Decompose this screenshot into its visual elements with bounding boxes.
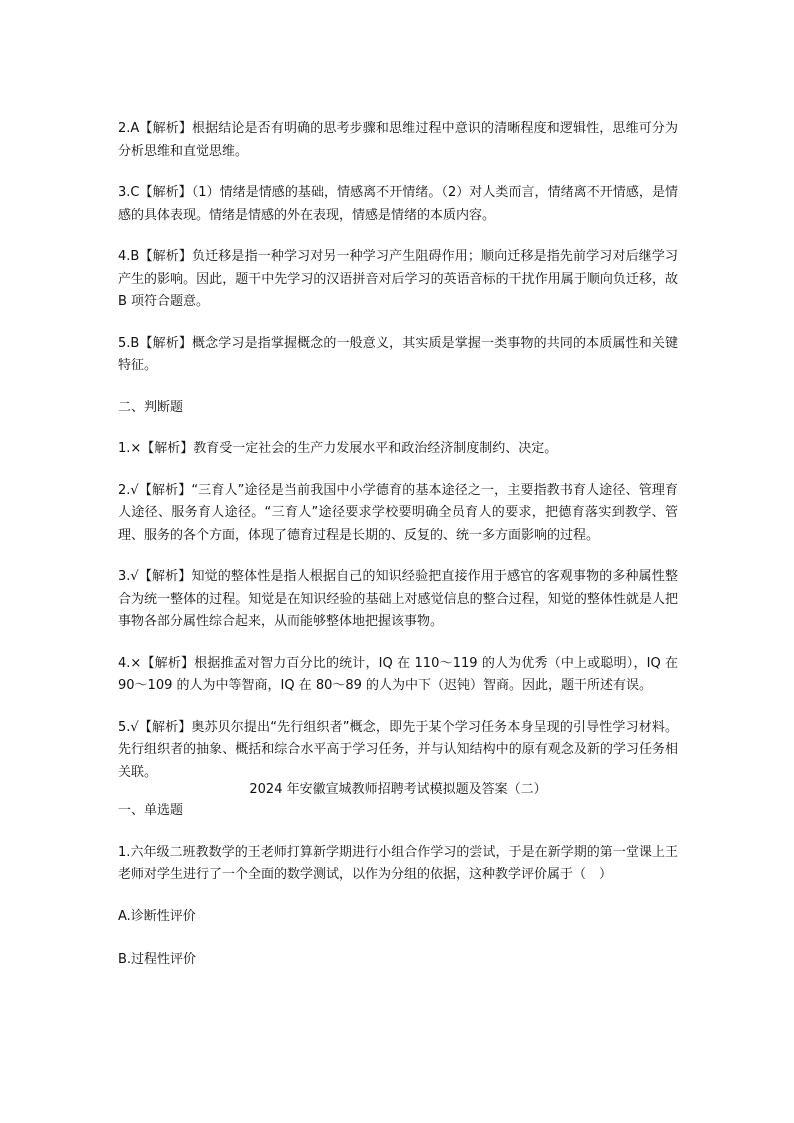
answer-5-b: 5.B【解析】概念学习是指掌握概念的一般意义，其实质是掌握一类事物的共同的本质属性和关键特征。 <box>118 335 678 373</box>
judgment-answer-5: 5.√【解析】奥苏贝尔提出“先行组织者”概念，即先于某个学习任务本身呈现的引导性学习材料。先行组织者的抽象、概括和综合水平高于学习任务，并与认知结构中的原有观念及新的学习任务相关联。 <box>118 719 678 780</box>
exam-title: 2024 年安徽宣城教师招聘考试模拟题及答案（二） <box>249 782 547 797</box>
judgment-answer-3: 3.√【解析】知觉的整体性是指人根据自己的知识经验把直接作用于感官的客观事物的多种属性整合为统一整体的过程。知觉是在知识经验的基础上对感觉信息的整合过程，知觉的整体性就是人把事物各部分属性综合起来，从而能够整体地把握该事物。 <box>118 569 678 629</box>
answer-4-b: 4.B【解析】负迁移是指一种学习对另一种学习产生阻碍作用；顺向迁移是指先前学习对后继学习产生的影响。因此，题干中先学习的汉语拼音对后学习的英语音标的干扰作用属于顺向负迁移，故 B 项符合题意。 <box>118 249 678 309</box>
option-b: B.过程性评价 <box>118 952 197 967</box>
question-1: 1.六年级二班教数学的王老师打算新学期进行小组合作学习的尝试，于是在新学期的第一堂课上王老师对学生进行了一个全面的数学测试，以作为分组的依据，这种教学评价属于（ ） <box>118 844 678 882</box>
judgment-answer-2: 2.√【解析】“三育人”途径是当前我国中小学德育的基本途径之一，主要指教书育人途径、管理育人途径、服务育人途径。“三育人”途径要求学校要明确全员育人的要求，把德育落实到教学、管理、服务的各个方面，体现了德育过程是长期的、反复的、统一多方面影响的过程。 <box>118 482 678 543</box>
judgment-answer-4: 4.×【解析】根据推孟对智力百分比的统计，IQ 在 110～119 的人为优秀（中上或聪明），IQ 在 90～109 的人为中等智商，IQ 在 80～89 的人为中下（迟钝）智商。因此，题干所述有误。 <box>118 655 678 693</box>
option-a: A.诊断性评价 <box>118 908 196 924</box>
answer-2-a: 2.A【解析】根据结论是否有明确的思考步骤和思维过程中意识的清晰程度和逻辑性，思维可分为分析思维和直觉思维。 <box>118 121 678 159</box>
judgment-answer-1: 1.×【解析】教育受一定社会的生产力发展水平和政治经济制度制约、决定。 <box>118 441 558 456</box>
section-heading-single-choice: 一、单选题 <box>118 803 184 818</box>
document-body <box>118 118 678 993</box>
section-heading-judgment: 二、判断题 <box>118 399 184 415</box>
answer-3-c: 3.C【解析】（1）情绪是情感的基础，情感离不开情绪。（2）对人类而言，情绪离不开情感，是情感的具体表现。情绪是情感的外在表现，情感是情绪的本质内容。 <box>118 185 678 223</box>
